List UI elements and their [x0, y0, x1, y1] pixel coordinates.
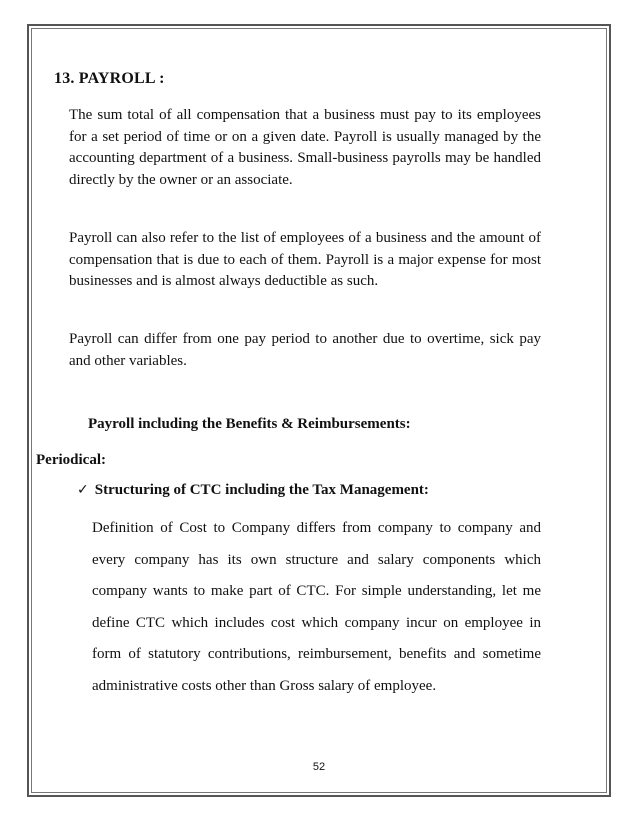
paragraph-payroll-variation: Payroll can differ from one pay period to another due to overtime, sick pay and other variables. — [69, 331, 541, 369]
paragraph-ctc-definition: Definition of Cost to Company differs from company to company and every company has its own structure and salary components which company wants to make part of CTC. For simple understanding, let me define CTC which includes cost which company incur on employee in form of statutory contributions, reimbursement, benefits and sometime administrative costs other than Gross salary of employee. — [92, 520, 541, 694]
ctc-bullet — [77, 482, 429, 499]
periodical-label: Periodical: — [36, 452, 106, 468]
checkmark-icon: ✓ — [77, 482, 89, 498]
paragraph-payroll-definition: The sum total of all compensation that a business must pay to its employees for a set period of time or on a given date. Payroll is usually managed by the accounting department of a business. Small-business payrolls may be handled directly by the owner or an associate. — [69, 107, 541, 188]
page-number: 52 — [312, 761, 326, 773]
ctc-bullet-heading: Structuring of CTC including the Tax Management: — [94, 482, 429, 498]
paragraph-payroll-list: Payroll can also refer to the list of employees of a business and the amount of compensation that is due to each of them. Payroll is a major expense for most businesses and is almost always deductible as such. — [69, 230, 541, 289]
section-heading: 13. PAYROLL : — [54, 70, 165, 87]
benefits-heading: Payroll including the Benefits & Reimbursements: — [88, 416, 411, 432]
